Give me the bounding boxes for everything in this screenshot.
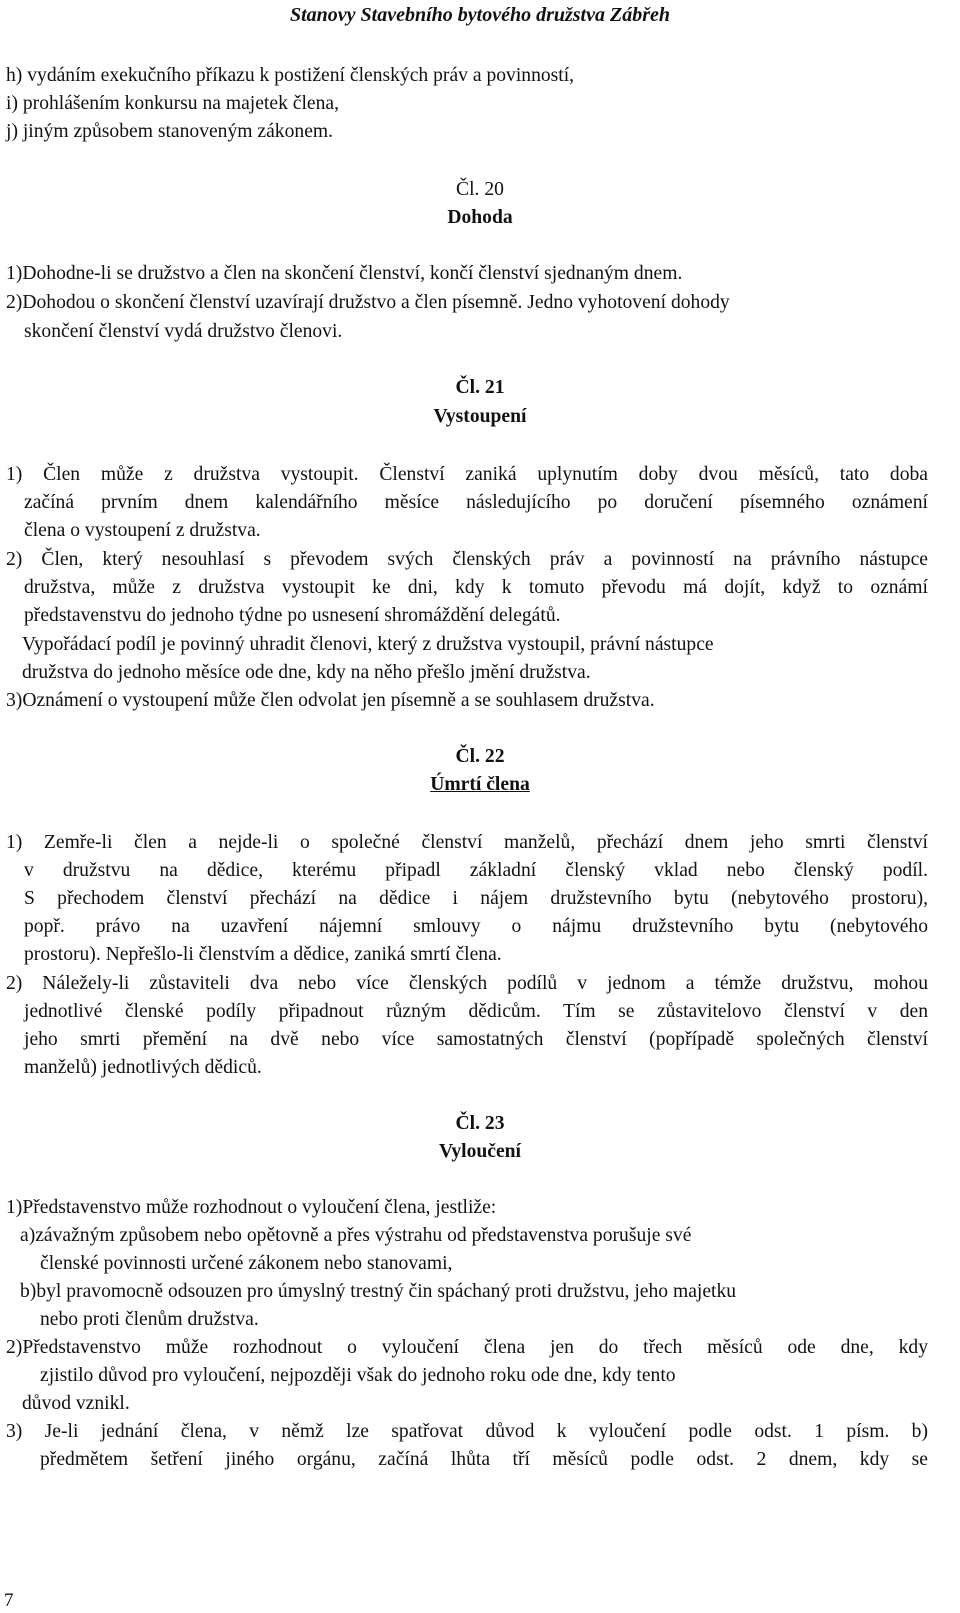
article-23-line: 2)Představenstvo může rozhodnout o vyloučení člena jen do třech měsíců ode dne, kdy bbox=[6, 1337, 928, 1358]
article-22-line: v družstvu na dědice, kterému připadl základní členský vklad nebo členský podíl. bbox=[24, 860, 928, 881]
article-23-line: 1)Představenstvo může rozhodnout o vyloučení člena, jestliže: bbox=[6, 1197, 497, 1218]
article-23-line: a)závažným způsobem nebo opětovně a přes výstrahu od představenstva porušuje své bbox=[20, 1225, 692, 1246]
intro-item-h: h) vydáním exekučního příkazu k postižení členských práv a povinností, bbox=[6, 65, 575, 86]
article-21-number: Čl. 21 bbox=[455, 377, 505, 398]
article-21-line: družstva, může z družstva vystoupit ke dni, kdy k tomuto převodu má dojít, když to oznámí bbox=[24, 577, 928, 598]
article-22-line: manželů) jednotlivých dědiců. bbox=[24, 1057, 262, 1078]
article-22-line: popř. právo na uzavření nájemní smlouvy o nájmu družstevního bytu (nebytového bbox=[24, 916, 928, 937]
article-21-line: představenstvu do jednoho týdne po usnesení shromáždění delegátů. bbox=[24, 605, 561, 626]
article-21-title: Vystoupení bbox=[433, 406, 527, 427]
article-23-line: b)byl pravomocně odsouzen pro úmyslný trestný čin spáchaný proti družstvu, jeho majetku bbox=[20, 1281, 737, 1302]
article-21-line: začíná prvním dnem kalendářního měsíce následujícího po doručení písemného oznámení bbox=[24, 492, 928, 513]
article-22-title: Úmrtí člena bbox=[430, 774, 530, 795]
article-21-line: 3)Oznámení o vystoupení může člen odvolat jen písemně a se souhlasem družstva. bbox=[6, 690, 655, 711]
article-23-line: nebo proti členům družstva. bbox=[40, 1309, 259, 1330]
article-22-number: Čl. 22 bbox=[455, 746, 505, 767]
article-21-line: člena o vystoupení z družstva. bbox=[24, 520, 261, 541]
article-20-title: Dohoda bbox=[447, 207, 513, 228]
article-23-line: zjistilo důvod pro vyloučení, nejpozději však do jednoho roku ode dne, kdy tento bbox=[40, 1365, 676, 1386]
article-21-line: Vypořádací podíl je povinný uhradit členovi, který z družstva vystoupil, právní nástupce bbox=[22, 634, 714, 655]
page-header-title: Stanovy Stavebního bytového družstva Zábřeh bbox=[289, 4, 670, 26]
article-23-title: Vyloučení bbox=[438, 1141, 522, 1162]
intro-item-j: j) jiným způsobem stanoveným zákonem. bbox=[6, 121, 334, 142]
article-21-line: družstva do jednoho měsíce ode dne, kdy na něho přešlo jmění družstva. bbox=[22, 662, 591, 683]
article-23-number: Čl. 23 bbox=[455, 1113, 505, 1134]
article-22-line: 2) Náležely-li zůstaviteli dva nebo více členských podílů v jednom a témže družstvu, mohou bbox=[6, 973, 928, 994]
article-22-line: prostoru). Nepřešlo-li členstvím a dědice, zaniká smrtí člena. bbox=[24, 944, 502, 965]
page-number: 7 bbox=[4, 1590, 14, 1611]
article-22-line: 1) Zemře-li člen a nejde-li o společné členství manželů, přechází dnem jeho smrti členství bbox=[6, 832, 928, 853]
article-21-line: 2) Člen, který nesouhlasí s převodem svých členských práv a povinností na právního nástupce bbox=[6, 549, 928, 570]
article-23-line: důvod vznikl. bbox=[22, 1393, 130, 1414]
article-23-line: 3) Je-li jednání člena, v němž lze spatřovat důvod k vyloučení podle odst. 1 písm. b) bbox=[6, 1421, 928, 1442]
article-22-line: jeho smrti přemění na dvě nebo více samostatných členství (popřípadě společných členství bbox=[24, 1029, 928, 1050]
article-20-line: skončení členství vydá družstvo členovi. bbox=[24, 321, 343, 342]
article-22-line: S přechodem členství přechází na dědice i nájem družstevního bytu (nebytového prostoru), bbox=[24, 888, 928, 909]
article-20-line: 1)Dohodne-li se družstvo a člen na skončení členství, končí členství sjednaným dnem. bbox=[6, 263, 683, 284]
article-23-line: předmětem šetření jiného orgánu, začíná lhůta tří měsíců podle odst. 2 dnem, kdy se bbox=[40, 1449, 928, 1470]
article-22-line: jednotlivé členské podíly připadnout různým dědicům. Tím se zůstavitelovo členství v den bbox=[24, 1001, 928, 1022]
intro-item-i: i) prohlášením konkursu na majetek člena, bbox=[6, 93, 339, 114]
article-20-number: Čl. 20 bbox=[456, 179, 504, 200]
article-20-line: 2)Dohodou o skončení členství uzavírají družstvo a člen písemně. Jedno vyhotovení dohody bbox=[6, 292, 730, 313]
article-23-line: členské povinnosti určené zákonem nebo stanovami, bbox=[40, 1253, 453, 1274]
article-21-line: 1) Člen může z družstva vystoupit. Členství zaniká uplynutím doby dvou měsíců, tato doba bbox=[6, 464, 928, 485]
